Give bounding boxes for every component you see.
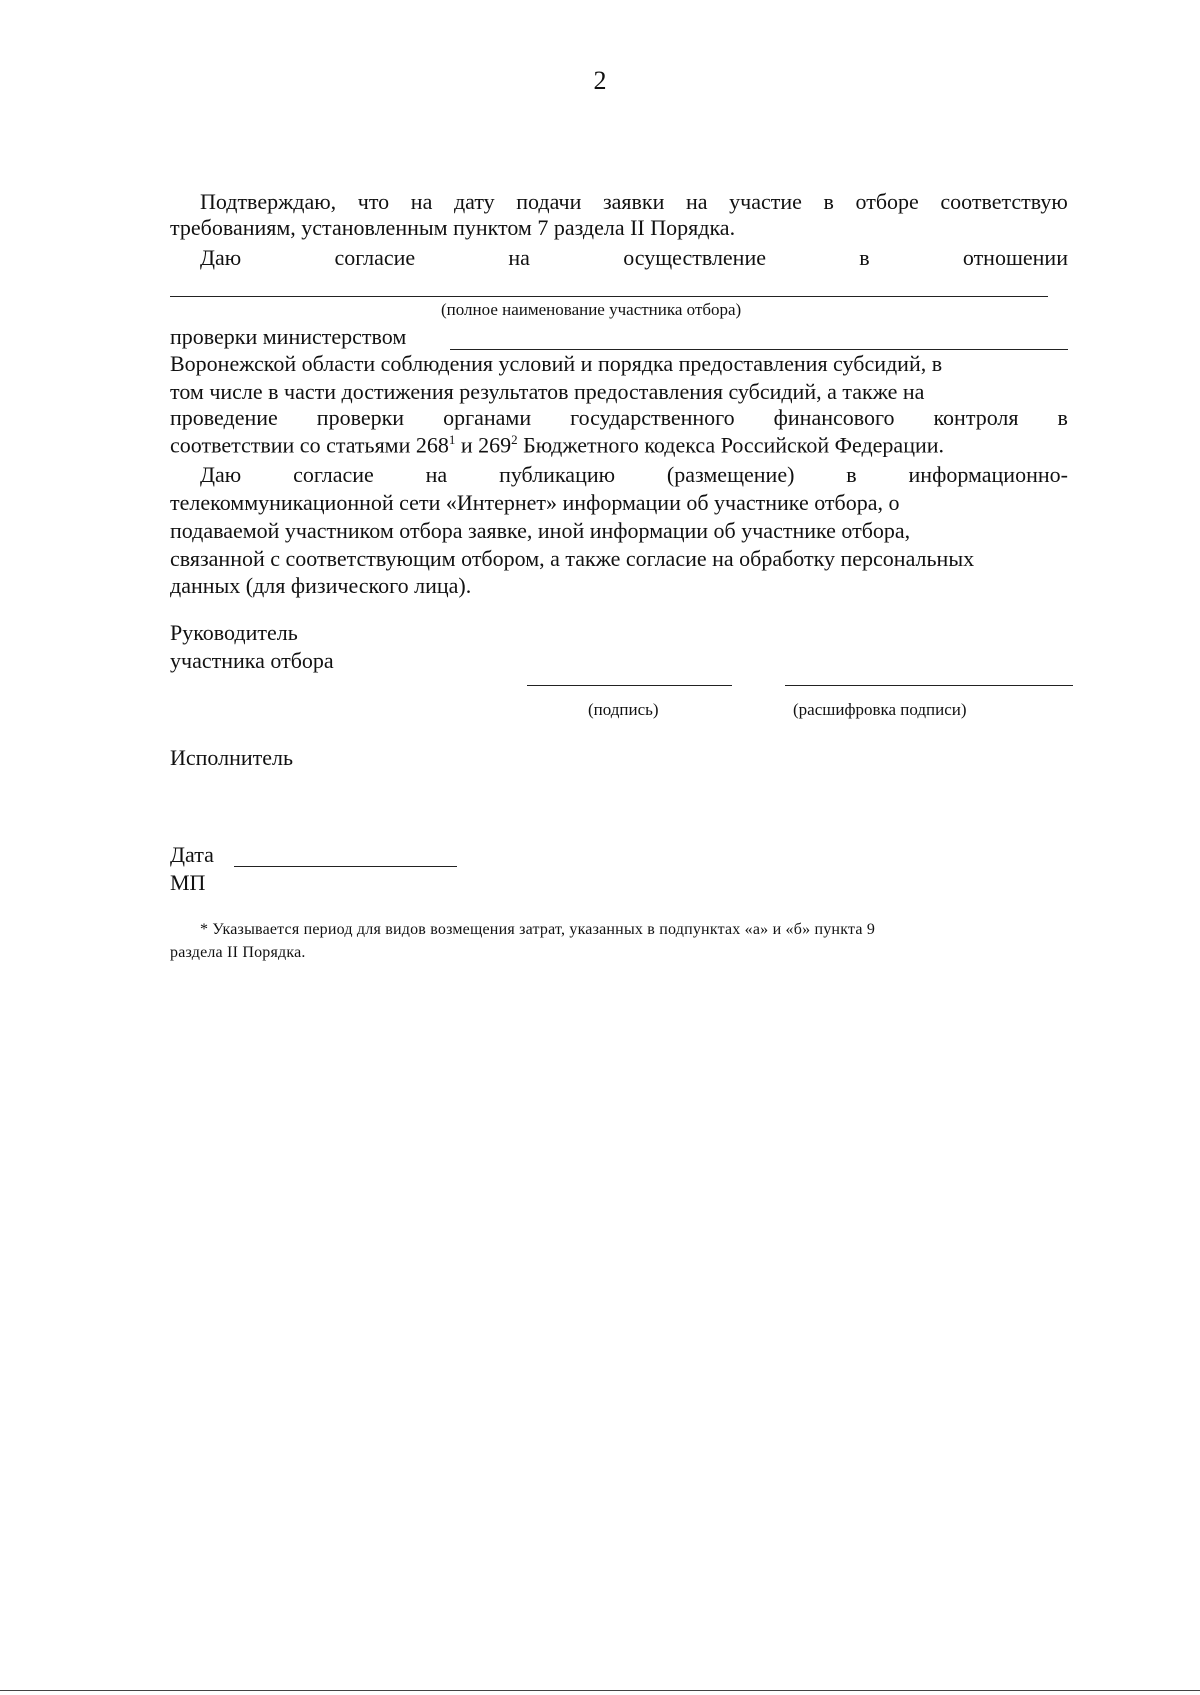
word: Даю — [200, 462, 242, 487]
footnote-line2: раздела II Порядка. — [170, 944, 306, 961]
word: проведение — [170, 405, 278, 430]
para3-line1 — [200, 462, 1068, 488]
word: на — [686, 189, 708, 214]
word: согласие — [334, 245, 416, 270]
word: согласие — [293, 462, 374, 487]
word: что — [357, 189, 390, 214]
executor-label: Исполнитель — [170, 745, 294, 770]
text: и 269 — [455, 432, 512, 458]
word: соответствую — [940, 189, 1068, 214]
superscript: 1 — [448, 432, 456, 447]
word: дату — [453, 189, 495, 214]
ministry-name-line — [450, 349, 1068, 350]
word: отношении — [962, 245, 1068, 270]
para3-line4: связанной с соответствующим отбором, а также согласие на обработку персональных — [170, 546, 975, 571]
signature-decode-caption: (расшифровка подписи) — [793, 700, 967, 719]
word: информационно- — [908, 462, 1068, 487]
para1-line1 — [200, 189, 1068, 215]
word: Подтверждаю, — [200, 189, 337, 214]
para2-line3-label: проверки министерством — [170, 324, 407, 349]
word: на — [425, 462, 448, 487]
para2-line1 — [200, 245, 1068, 271]
superscript: 2 — [511, 432, 518, 447]
word: публикацию — [499, 462, 616, 487]
word: участие — [729, 189, 802, 214]
word: заявки — [602, 189, 665, 214]
word: финансового — [773, 405, 895, 430]
text: соответствии со статьями 268 — [170, 432, 449, 458]
footnote-line1: * Указывается период для видов возмещения затрат, указанных в подпунктах «а» и «б» пункта 9 — [200, 921, 876, 938]
word: государственного — [570, 405, 735, 430]
participant-name-line — [170, 296, 1048, 297]
word: на — [410, 189, 433, 214]
para1-line2: требованиям, установленным пунктом 7 раздела II Порядка. — [170, 215, 736, 240]
word: в — [1057, 405, 1068, 430]
signature-caption: (подпись) — [588, 700, 659, 719]
word: проверки — [316, 405, 405, 430]
word: в — [859, 245, 870, 270]
signature-head-line1: Руководитель — [170, 620, 298, 645]
date-label: Дата — [170, 842, 214, 867]
para3-line5: данных (для физического лица). — [170, 573, 472, 598]
word: в — [846, 462, 857, 487]
word: отборе — [855, 189, 919, 214]
word: Даю — [200, 245, 242, 270]
word: (размещение) — [666, 462, 795, 487]
para2-line6 — [170, 405, 1068, 431]
para2-line5: том числе в части достижения результатов предоставления субсидий, а также на — [170, 379, 925, 404]
page-number: 2 — [593, 66, 607, 95]
signature-line — [527, 685, 732, 686]
participant-caption: (полное наименование участника отбора) — [441, 300, 742, 319]
word: подачи — [516, 189, 582, 214]
word: на — [508, 245, 530, 270]
stamp-label: МП — [170, 870, 206, 895]
word: контроля — [933, 405, 1019, 430]
signature-head-line2: участника отбора — [170, 648, 334, 673]
para2-line7 — [170, 432, 944, 458]
word: органами — [443, 405, 532, 430]
signature-decode-line — [785, 685, 1073, 686]
para3-line3: подаваемой участником отбора заявке, иной информации об участнике отбора, — [170, 518, 911, 543]
para2-line4: Воронежской области соблюдения условий и порядка предоставления субсидий, в — [170, 351, 943, 376]
text: Бюджетного кодекса Российской Федерации. — [517, 432, 945, 458]
scan-bottom-edge — [0, 1690, 1200, 1691]
word: в — [823, 189, 834, 214]
date-line — [234, 866, 457, 867]
para3-line2: телекоммуникационной сети «Интернет» информации об участнике отбора, о — [170, 490, 900, 515]
word: осуществление — [623, 245, 766, 270]
